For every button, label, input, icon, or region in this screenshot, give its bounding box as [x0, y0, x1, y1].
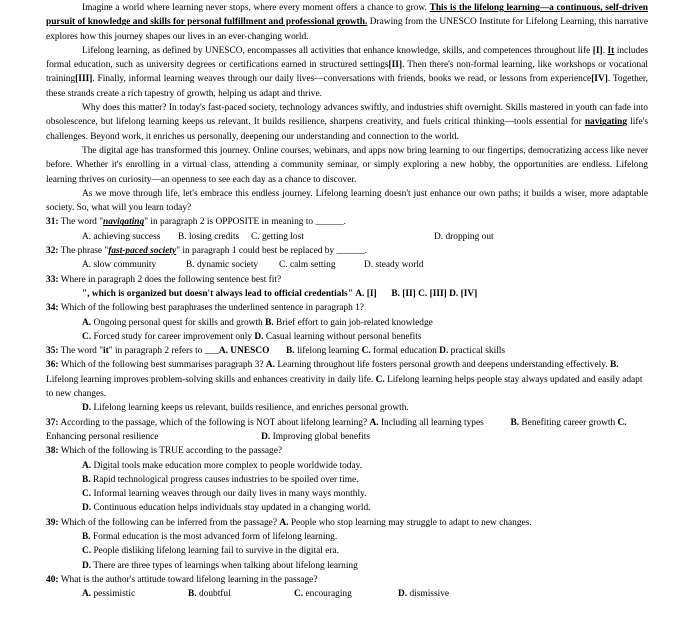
q34-options-row-2: [46, 330, 648, 344]
q32-keyword: fast-paced society: [108, 246, 177, 257]
q35-option-d[interactable]: practical skills: [450, 346, 506, 357]
q35-option-b[interactable]: lifelong learning: [297, 346, 360, 357]
q38-number: 38:: [46, 446, 59, 457]
passage-paragraph-3: [46, 101, 648, 144]
q32-option-a[interactable]: A. slow community: [82, 260, 157, 271]
q35-keyword: it: [103, 346, 109, 357]
q31-number: 31:: [46, 217, 59, 228]
q37-stem: According to the passage, which of the following is NOT about lifelong learning?: [60, 417, 368, 428]
q39-option-b-label: B.: [82, 531, 91, 542]
passage-paragraph-1: [46, 1, 648, 44]
marker-3: [III]: [75, 74, 93, 85]
q39-number: 39:: [46, 517, 59, 528]
q35-stem-b: " in paragraph 2 refers to: [108, 346, 203, 357]
q37-option-d[interactable]: Improving global benefits: [272, 431, 371, 442]
q36-option-d-row: [46, 401, 648, 415]
q38-option-c[interactable]: Informal learning weaves through our daily lives in many ways monthly.: [93, 489, 367, 500]
q40-options: [46, 587, 648, 601]
q40-option-d[interactable]: dismissive: [409, 589, 450, 600]
p3-text-a: Why does this matter? In today's fast-paced society, technology advances swiftly, and industries shift overnight. Skills mastered in youth can fade into obsolescence, but lifelong learning keeps us relevant. It builds resilience, sharpens creativity, and fuels critical thinking—tools essential for: [46, 103, 648, 128]
q35-option-c-label: C.: [361, 346, 371, 357]
q38-stem: Which of the following is TRUE according to the passage?: [60, 446, 283, 457]
q37-option-d-label: D.: [261, 431, 271, 442]
q35-option-a[interactable]: A. UNESCO: [218, 346, 270, 357]
q34-option-b-label: B.: [265, 317, 274, 328]
q34-option-d-label: D.: [254, 331, 264, 342]
q38-option-a-row: [46, 459, 648, 473]
q33-option-d[interactable]: D. [IV]: [449, 288, 478, 299]
q35-option-c[interactable]: formal education: [373, 346, 437, 357]
q36-option-d[interactable]: Lifelong learning keeps us relevant, builds resilience, and enriches personal growth.: [93, 403, 409, 414]
q33-option-b[interactable]: B. [II]: [391, 288, 416, 299]
q36-number: 36:: [46, 360, 59, 371]
passage-paragraph-4: The digital age has transformed this journey. Online courses, webinars, and apps now bring learning to our fingertips, democratizing access like never before. Whether it's enrolling in a virtual class, attending a community seminar, or simply exploring a new hobby, the opportunities are endless. Lifelong learning thrives on curiosity—an openness to see each day as a chance to discover.: [46, 145, 648, 185]
q32-number: 32:: [46, 246, 59, 257]
q32-option-c[interactable]: C. calm setting: [279, 260, 336, 271]
marker-2: [II]: [388, 60, 403, 71]
p3-navigating-word: navigating: [584, 117, 628, 128]
q32-option-d[interactable]: D. steady world: [364, 260, 424, 271]
q31-stem-a: The word ": [60, 217, 104, 228]
q39-option-d-row: [46, 559, 648, 573]
question-35: [46, 344, 648, 358]
p2-it-word: It: [607, 45, 615, 56]
question-33: [46, 273, 648, 287]
q31-option-c[interactable]: C. getting lost: [251, 231, 304, 242]
q38-option-c-row: [46, 487, 648, 501]
q37-option-c[interactable]: Enhancing personal resilience: [46, 431, 159, 442]
q34-option-b[interactable]: Brief effort to gain job-related knowledge: [276, 317, 433, 328]
question-37: [46, 416, 648, 445]
q39-option-b-row: [46, 530, 648, 544]
question-32: [46, 244, 648, 258]
q34-number: 34:: [46, 303, 59, 314]
q39-option-c[interactable]: People disliking lifelong learning fail to survive in the digital era.: [93, 546, 339, 557]
q36-option-c-label: C.: [375, 374, 385, 385]
q40-stem: What is the author's attitude toward lifelong learning in the passage?: [60, 574, 318, 585]
q36-option-b[interactable]: Lifelong learning improves problem-solving skills and enhances creativity in daily life.: [46, 374, 374, 385]
q36-stem: Which of the following best summarises paragraph 3?: [60, 360, 264, 371]
q31-blank: ______.: [315, 217, 346, 228]
q39-option-d[interactable]: There are three types of learnings when talking about lifelong learning: [93, 560, 358, 571]
q36-option-a[interactable]: Learning throughout life fosters personal growth and deepens understanding effectively.: [277, 360, 608, 371]
p2-text-e: . Together, these strands create a rich tapestry of growth, helping us adapt and thrive.: [46, 74, 649, 99]
q34-option-a-label: A.: [82, 317, 92, 328]
question-40: [46, 573, 648, 587]
q40-number: 40:: [46, 574, 59, 585]
q33-option-a[interactable]: A. [I]: [355, 288, 377, 299]
p2-text-b: includes formal education, such as university degrees or certifications earned in structured settings: [46, 45, 649, 71]
q33-number: 33:: [46, 274, 59, 285]
question-31: [46, 215, 648, 229]
q35-stem-a: The word ": [60, 346, 104, 357]
question-39: [46, 516, 648, 530]
q39-stem: Which of the following can be inferred from the passage?: [60, 517, 278, 528]
q38-option-c-label: C.: [82, 489, 92, 500]
p1-underlined-sentence: This is the lifelong learning—a continuous, self-driven pursuit of knowledge and skills for personal fulfillment and professional growth.: [46, 3, 648, 28]
q39-option-b[interactable]: Formal education is the most advanced form of lifelong learning.: [92, 531, 338, 542]
q37-option-c-label: C.: [617, 417, 627, 428]
q35-blank: ___: [204, 346, 219, 357]
q37-option-b-label: B.: [510, 417, 520, 428]
q40-option-c[interactable]: encouraging: [305, 589, 352, 600]
q33-option-c[interactable]: C. [III]: [418, 288, 447, 299]
q35-number: 35:: [46, 346, 59, 357]
q40-option-b-label: B.: [188, 589, 197, 600]
p1-text-b: Drawing from the UNESCO Institute for Lifelong Learning, this narrative explores how this journey shapes our lives in an ever-changing world.: [46, 17, 649, 42]
passage-paragraph-2: Lifelong learning, as defined by UNESCO, encompasses all activities that enhance knowledge, skills, and competences throughout life [I]. It includes formal education, such as university degrees or certifications earned in structured settings[II]. Then there's non-formal learning, like workshops or vocational training[III]. Finally, informal learning weaves through our daily lives—conversations with friends, books we read, or lessons from experience[IV]. Together, these strands create a rich tapestry of growth, helping us adapt and thrive.: [46, 45, 649, 99]
q31-stem-b: " in paragraph 2 is OPPOSITE in meaning to: [144, 217, 314, 228]
q34-stem: Which of the following best paraphrases the underlined sentence in paragraph 1?: [60, 303, 364, 314]
q38-option-d-label: D.: [82, 503, 92, 514]
marker-4: [IV]: [591, 74, 608, 85]
q33-stem: Where in paragraph 2 does the following sentence best fit?: [60, 274, 282, 285]
q38-option-b[interactable]: Rapid technological progress causes industries to be spoiled over time.: [92, 474, 359, 485]
passage-paragraph-5: As we move through life, let's embrace this endless journey. Lifelong learning doesn't just enhance our own paths; it builds a wiser, more adaptable society. So, what will you learn today?: [46, 188, 648, 214]
q31-options: [46, 230, 648, 244]
marker-1: [I]: [592, 45, 603, 56]
q38-option-b-label: B.: [82, 474, 91, 485]
q31-option-b[interactable]: B. losing credits: [178, 231, 240, 242]
q36-option-a-label: A.: [265, 360, 275, 371]
q37-number: 37:: [46, 417, 59, 428]
q39-option-c-row: [46, 544, 648, 558]
q34-option-d[interactable]: Casual learning without personal benefits: [265, 331, 422, 342]
q38-option-d-row: [46, 501, 648, 515]
q39-option-a-label: A.: [279, 517, 289, 528]
q34-option-c-label: C.: [82, 331, 92, 342]
p3-text-b: life's challenges. Beyond work, it enriches us personally, deepening our understanding and connection to the world.: [46, 117, 648, 142]
p2-text-a: Lifelong learning, as defined by UNESCO, encompasses all activities that enhance knowledge, skills, and competences throughout life: [82, 45, 591, 56]
q39-option-a[interactable]: People who stop learning may struggle to adapt to new changes.: [290, 517, 532, 528]
question-34: [46, 301, 648, 315]
question-38: [46, 444, 648, 458]
q36-option-d-label: D.: [82, 403, 92, 414]
q40-option-a[interactable]: pessimistic: [93, 589, 136, 600]
q34-option-a[interactable]: Ongoing personal quest for skills and growth: [93, 317, 263, 328]
p2-text-d: . Finally, informal learning weaves through our daily lives—conversations with friends, books we read, or lessons from experience: [92, 74, 592, 85]
q39-option-d-label: D.: [82, 560, 92, 571]
q34-options-row-1: [46, 316, 648, 330]
q36-option-c[interactable]: Lifelong learning helps people stay always updated and easily adapt to new changes.: [46, 374, 643, 400]
q34-option-c[interactable]: Forced study for career improvement only: [93, 331, 253, 342]
q35-option-b-label: B.: [286, 346, 295, 357]
q39-option-c-label: C.: [82, 546, 92, 557]
q36-option-b-label: B.: [610, 360, 619, 371]
p1-text-a: Imagine a world where learning never stops, where every moment offers a chance to grow.: [82, 3, 427, 13]
q32-stem-b: " in paragraph 1 could best be replaced by: [176, 246, 335, 257]
q38-option-a-label: A.: [82, 460, 92, 471]
q32-option-b[interactable]: B. dynamic society: [186, 260, 259, 271]
q32-options: [46, 258, 648, 272]
q38-option-d[interactable]: Continuous education helps individuals stay updated in a changing world.: [93, 503, 371, 514]
q38-option-a[interactable]: Digital tools make education more complex to people worldwide today.: [93, 460, 363, 471]
q38-option-b-row: [46, 473, 648, 487]
q35-option-d-label: D.: [439, 346, 449, 357]
q31-option-a[interactable]: A. achieving success: [82, 231, 161, 242]
question-36: [46, 358, 648, 401]
q40-option-c-label: C.: [294, 589, 304, 600]
q40-option-b[interactable]: doubtful: [198, 589, 231, 600]
q33-sentence: ", which is organized but doesn't always lead to official credentials": [82, 288, 353, 299]
q37-option-a-label: A.: [369, 417, 379, 428]
q40-option-d-label: D.: [398, 589, 408, 600]
p2-text-c: . Then there's non-formal learning, like workshops or vocational training: [46, 60, 648, 85]
q37-option-b[interactable]: Benefiting career growth: [521, 417, 616, 428]
q33-sentence-line: [46, 287, 648, 301]
q32-blank: ______.: [336, 246, 367, 257]
q31-keyword: navigating: [103, 217, 145, 228]
q32-stem-a: The phrase ": [60, 246, 109, 257]
q40-option-a-label: A.: [82, 589, 92, 600]
q31-option-d[interactable]: D. dropping out: [434, 231, 494, 242]
q37-option-a[interactable]: Including all learning types: [380, 417, 484, 428]
